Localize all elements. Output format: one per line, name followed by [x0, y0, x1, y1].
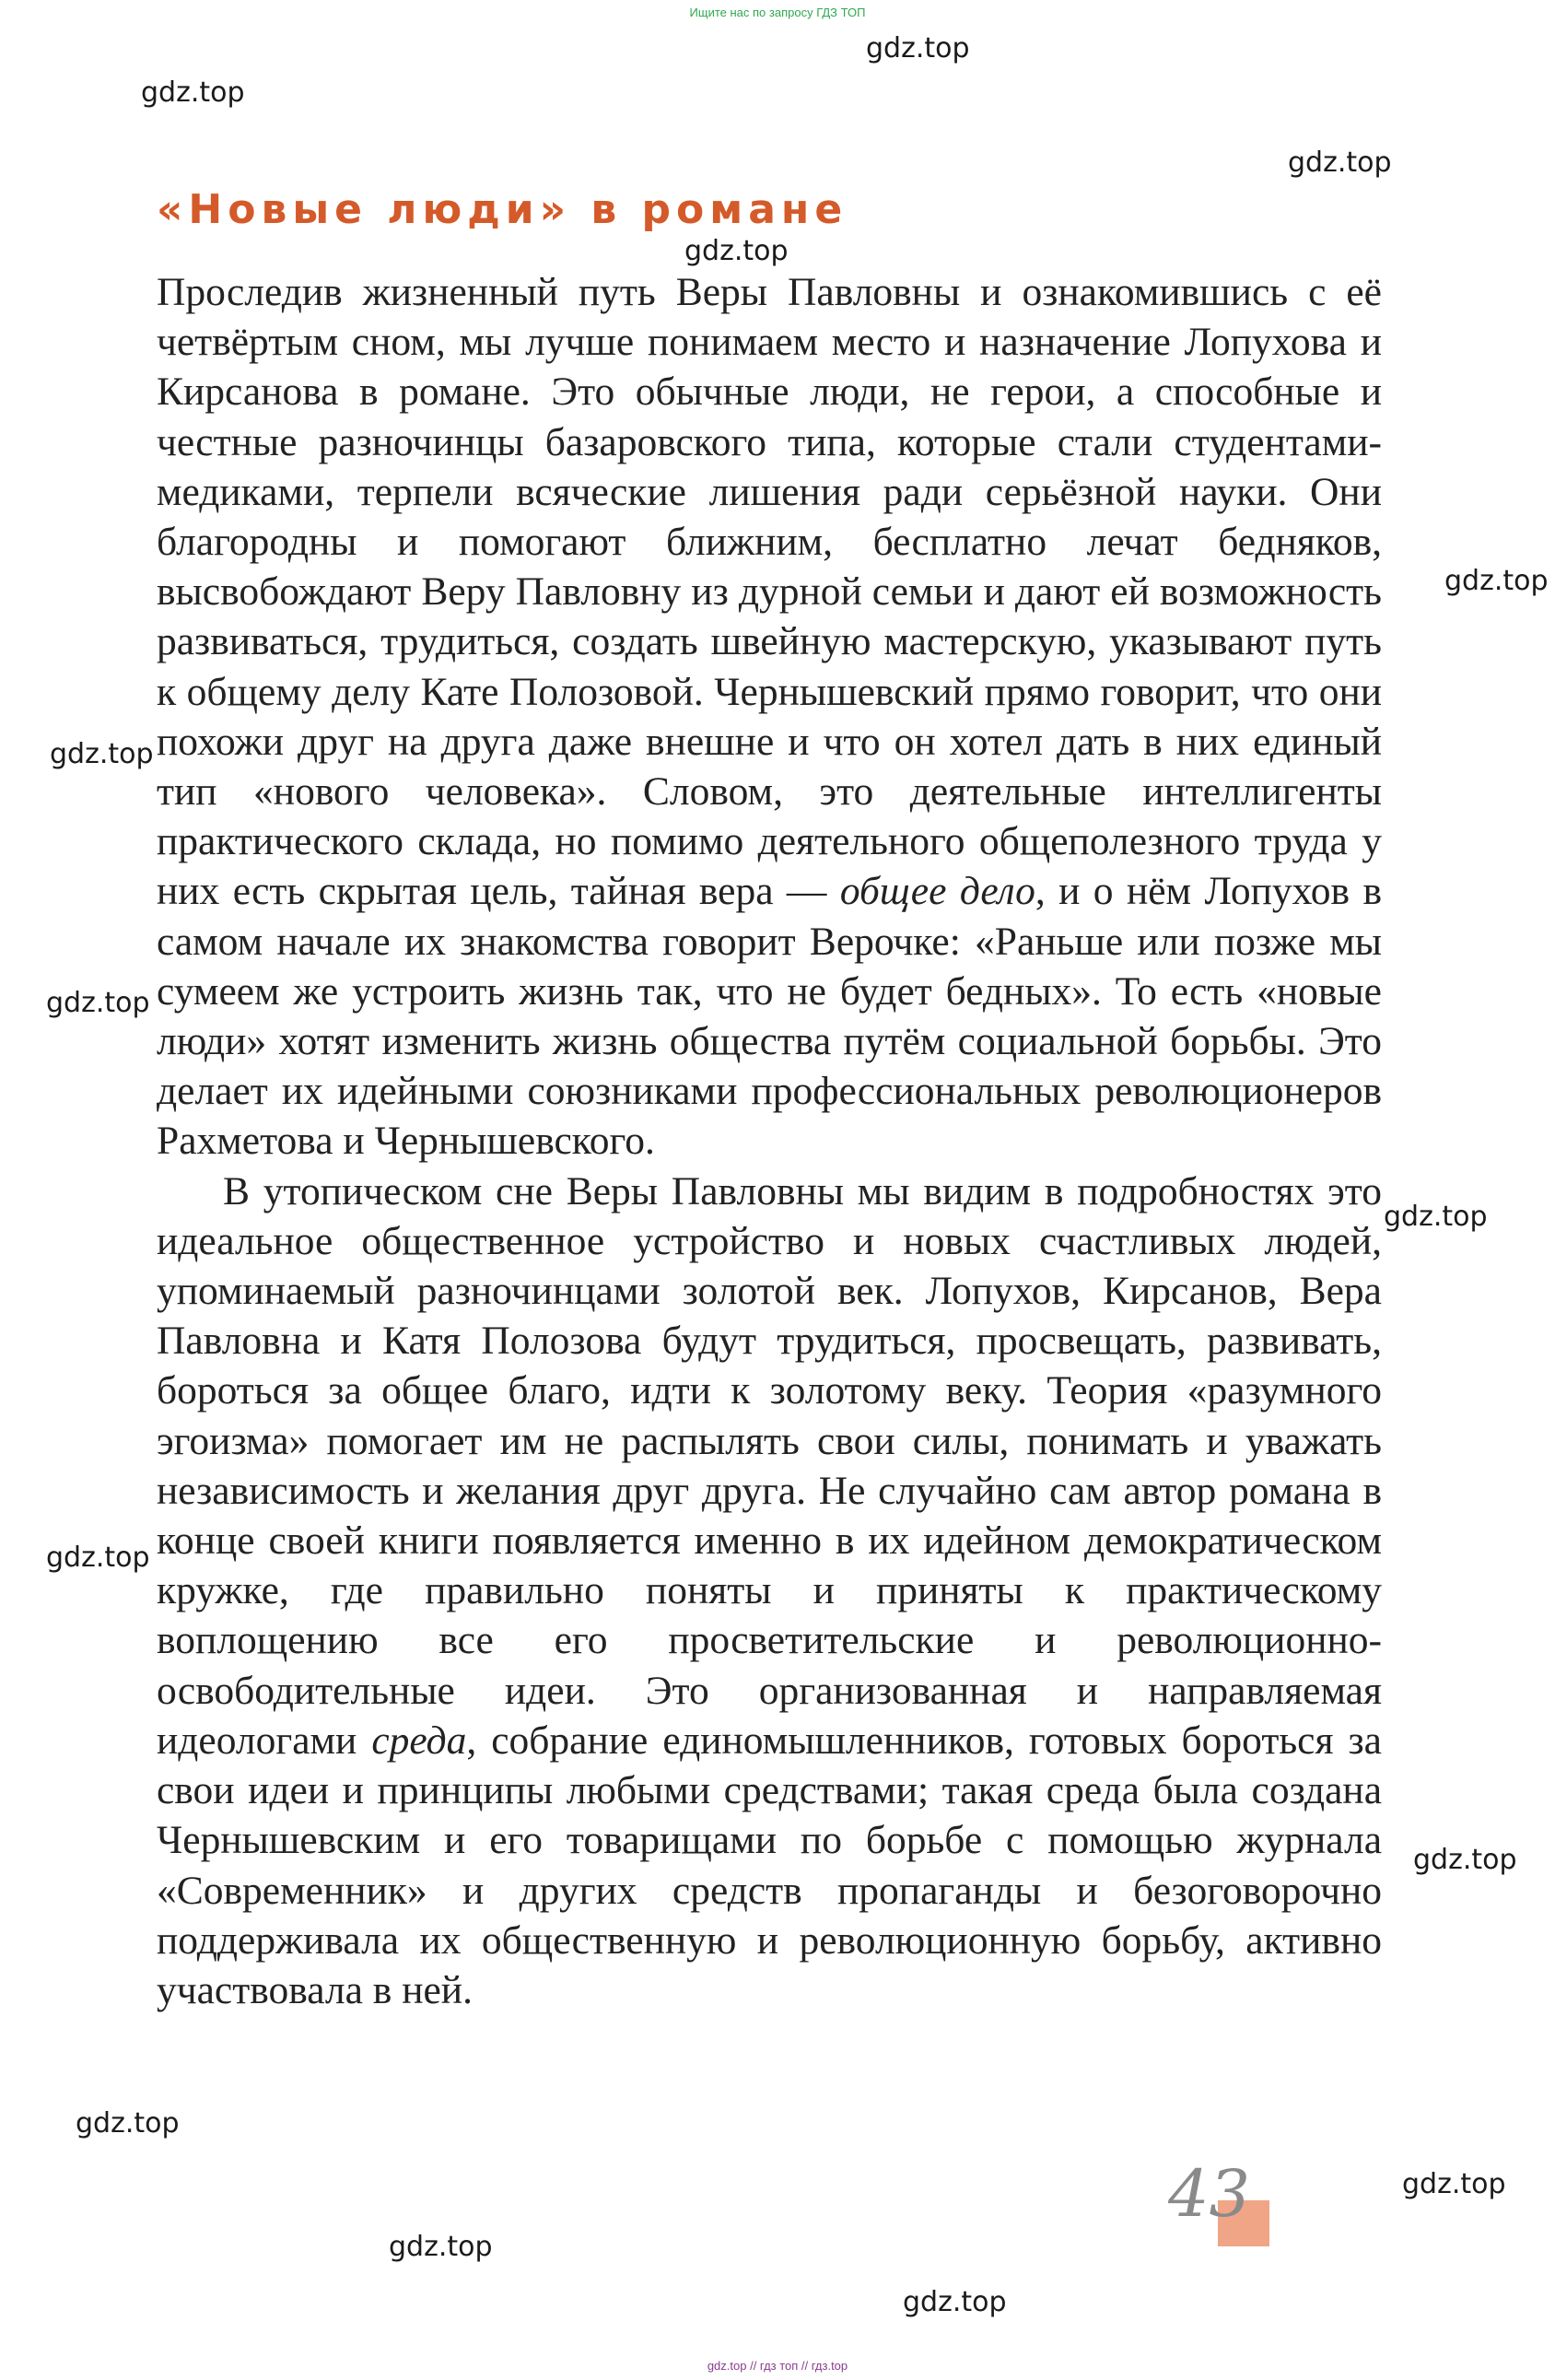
watermark: gdz.top — [1444, 565, 1549, 597]
bottom-banner: gdz.top // гдз топ // гдз.top — [707, 2359, 848, 2373]
section-heading: «Новые люди» в романе — [157, 186, 848, 233]
italic-term: среда — [371, 1718, 467, 1763]
watermark: gdz.top — [46, 987, 150, 1019]
watermark: gdz.top — [389, 2231, 493, 2263]
watermark: gdz.top — [50, 738, 154, 770]
watermark: gdz.top — [46, 1542, 150, 1574]
paragraph: Проследив жизненный путь Веры Павловны и ознакомившись с её четвёртым сном, мы лучше понимаем место и назначение Лопухова и Кирсанова в романе. Это обычные люди, не герои, а способные и честные разночинцы базаровского типа, которые стали студентами-медиками, терпели всяческие лишения ради серьёзной науки. Они благородны и помогают ближним, бесплатно лечат бедняков, высвобождают Веру Павловну из дурной семьи и дают ей возможность развиваться, трудиться, создать швейную мастерскую, указывают путь к общему делу Кате Полозовой. Чернышевский прямо говорит, что они похожи друг на друга даже внешне и что он хотел дать в них единый тип «нового человека». Словом, это деятельные интеллигенты практического склада, но помимо деятельного общеполезного труда у них есть скрытая цель, тайная вера — общее дело, и о нём Лопухов в самом начале их знакомства говорит Верочке: «Раньше или позже мы сумеем же устроить жизнь так, что не будет бедных». То есть «новые люди» хотят изменить жизнь общества путём социальной борьбы. Это делает их идейными союзниками профессиональных революционеров Рахметова и Чернышевского. — [157, 270, 1382, 1164]
top-banner: Ищите нас по запросу ГДЗ ТОП — [689, 6, 866, 19]
watermark: gdz.top — [1402, 2168, 1506, 2200]
watermark: gdz.top — [1413, 1844, 1517, 1876]
watermark: gdz.top — [1288, 147, 1392, 179]
watermark: gdz.top — [141, 76, 245, 109]
italic-term: общее дело — [839, 869, 1035, 914]
body-text — [157, 267, 1382, 2015]
page-number: 43 — [1168, 2156, 1251, 2232]
watermark: gdz.top — [903, 2286, 1007, 2318]
paragraph: В утопическом сне Веры Павловны мы видим в подробностях это идеальное общественное устройство и новых счастливых людей, упоминаемый разночинцами золотой век. Лопухов, Кирсанов, Вера Павловна и Катя Полозова будут трудиться, просвещать, развивать, бороться за общее благо, идти к золотому веку. Теория «разумного эгоизма» помогает им не распылять свои силы, понимать и уважать независимость и желания друг друга. Не случайно сам автор романа в конце своей книги появляется именно в их идейном демократическом кружке, где правильно поняты и приняты к практическому воплощению все его просветительские и революционно-освободительные идеи. Это организованная и направляемая идеологами среда, собрание единомышленников, готовых бороться за свои идеи и принципы любыми средствами; такая среда была создана Чернышевским и его товарищами по борьбе с помощью журнала «Современник» и других средств пропаганды и безоговорочно поддерживала их общественную и революционную борьбу, активно участвовала в ней. — [157, 1168, 1382, 2012]
watermark: gdz.top — [866, 32, 970, 64]
watermark: gdz.top — [76, 2107, 180, 2140]
watermark: gdz.top — [1384, 1201, 1488, 1233]
watermark: gdz.top — [684, 235, 789, 267]
